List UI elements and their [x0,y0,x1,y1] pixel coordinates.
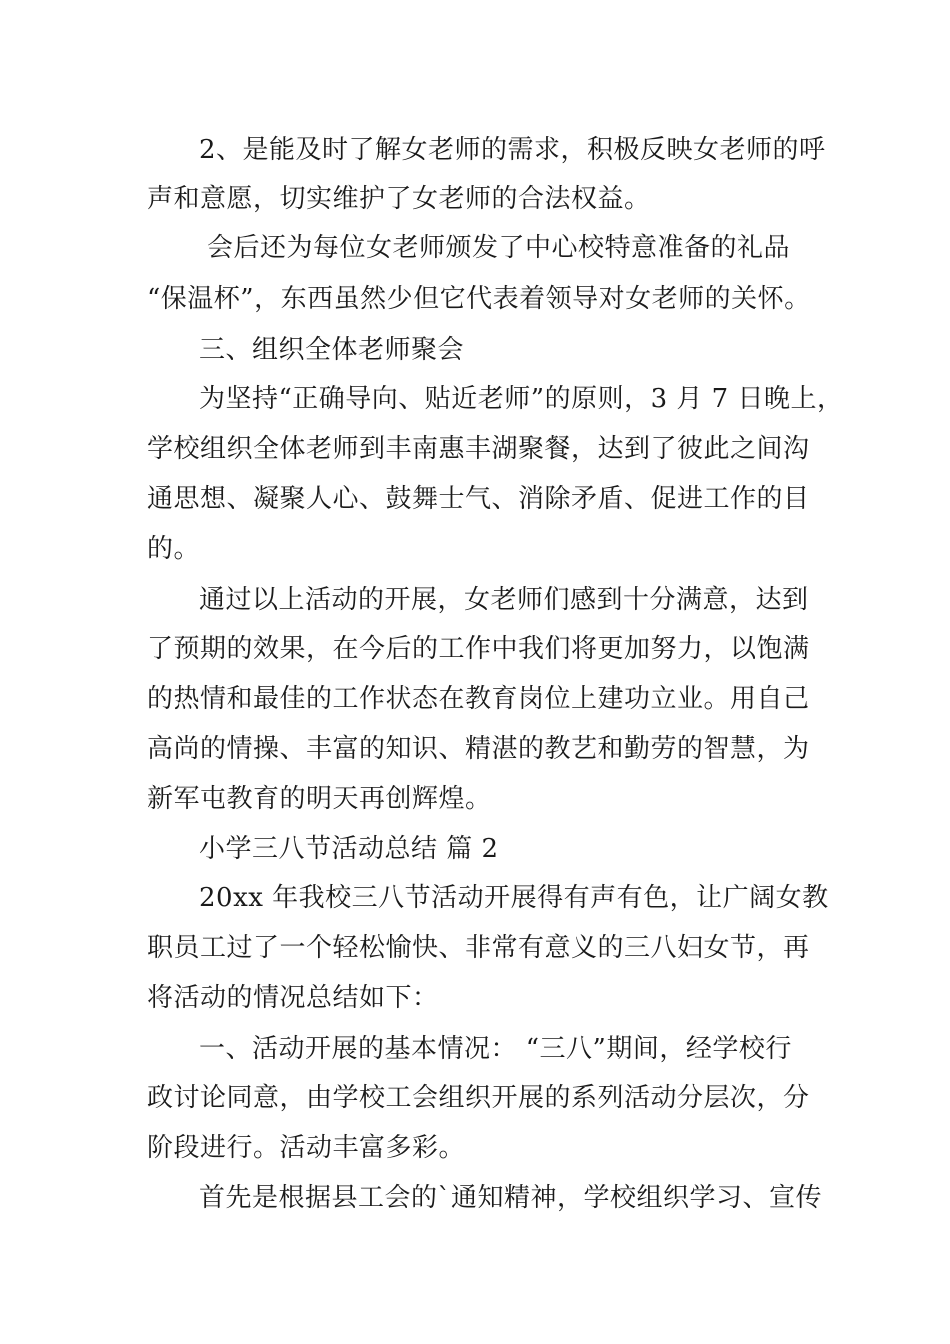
text-line: 通思想、凝聚人心、鼓舞士气、消除矛盾、促进工作的目 [147,484,810,514]
text-line: 将活动的情况总结如下： [147,983,439,1013]
text-line: 一、活动开展的基本情况： “三八”期间，经学校行 [199,1034,792,1064]
section-heading: 三、组织全体老师聚会 [199,335,465,365]
text-line: 高尚的情操、丰富的知识、精湛的教艺和勤劳的智慧，为 [147,734,810,764]
text-line: 声和意愿，切实维护了女老师的合法权益。 [147,184,651,214]
text-line: “保温杯”，东西虽然少但它代表着领导对女老师的关怀。 [147,284,811,314]
text-line: 职员工过了一个轻松愉快、非常有意义的三八妇女节，再 [147,933,810,963]
text-line: 了预期的效果，在今后的工作中我们将更加努力，以饱满 [147,634,810,664]
section-title: 小学三八节活动总结 篇 2 [199,834,499,864]
text-line: 新军屯教育的明天再创辉煌。 [147,784,492,814]
text-line: 的。 [147,534,201,564]
text-line: 20xx 年我校三八节活动开展得有声有色，让广阔女教 [199,883,829,913]
text-line: 会后还为每位女老师颁发了中心校特意准备的礼品 [207,233,791,263]
text-line: 阶段进行。活动丰富多彩。 [147,1133,466,1163]
text-line: 通过以上活动的开展，女老师们感到十分满意，达到 [199,585,809,615]
text-line: 政讨论同意，由学校工会组织开展的系列活动分层次，分 [147,1083,810,1113]
text-line: 为坚持“正确导向、贴近老师”的原则，3 月 7 日晚上， [199,384,844,414]
text-line: 首先是根据县工会的`通知精神，学校组织学习、宣传 [199,1183,823,1213]
text-line: 的热情和最佳的工作状态在教育岗位上建功立业。用自己 [147,684,810,714]
text-line: 2、是能及时了解女老师的需求，积极反映女老师的呼 [199,135,826,165]
text-line: 学校组织全体老师到丰南惠丰湖聚餐，达到了彼此之间沟 [147,434,810,464]
